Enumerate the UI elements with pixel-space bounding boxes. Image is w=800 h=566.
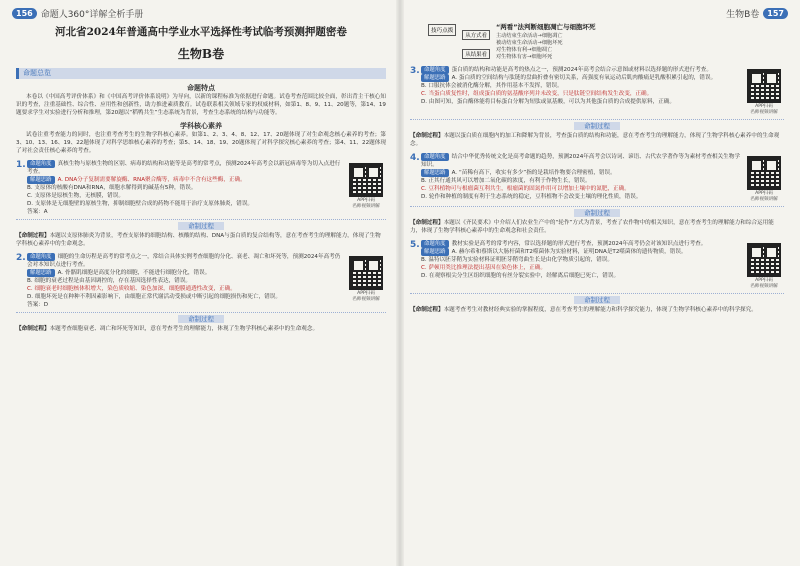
left-page-number: 156 [12,8,37,19]
angle-tag: 命题角度 [421,240,449,248]
process-note: 【命制过程】本题以支原体肺炎为背景，考查支原体的细胞结构、核酸的结构、DNA与蛋白质的复合结构等，意在考查考生的理解能力，体现了生物学科核心素养中的生命观念。 [16,233,381,247]
ability-paragraph: 试卷注重考查能力的同时，也注重考查考生的生物学科核心素养。如第1、2、3、4、8、12、17、20题体现了对生命观念核心素养的考查；第3、10、13、16、19、22题体现了对科学思维核心素养的考查；第5、14、18、19、20题体现了对科学探究核心素养的考查；第4、11、22题体现了对社会责任核心素养的考查。 [16,132,386,154]
question-stem: 命题角度 结合中华优秀传统文化是高考命题的趋势，预测2024年高考会以诗词、谚语、古代农学著作等为素材考查相关生物学知识。 [421,154,740,168]
question-number: 2. [16,253,26,263]
qr-code-icon [349,163,383,197]
option-d: D. 在观察根尖分生区组织细胞的有丝分裂实验中，经解离后细胞已死亡，错误。 [421,273,620,279]
option-b: B. 细胞的衰老过程是由基因调控的，存在基因选择性表达，错误。 [27,278,192,284]
qr-code[interactable]: APP扫码 名师视频讲解 [744,153,784,203]
option-d: D. 支原体是无细胞壁的原核生物，抑制细胞壁合成的药物不能用于治疗支原体肺炎，错误。 [27,201,254,207]
angle-tag: 命题角度 [421,66,449,74]
qr-code-icon [747,156,781,190]
option-b: B. 口服抗体会被消化酶分解，其作用基本不发挥，错误。 [421,83,563,89]
process-note: 【命制过程】本题考查考生对教材经典实验的掌握程度，意在考查考生的理解能力和科学探究能力，体现了生物学科核心素养中的科学探究。 [410,307,757,313]
angle-tag: 命题角度 [27,253,55,261]
diagram-line: 对生物体有利→细胞凋亡 [495,47,553,53]
question-3 [410,66,784,116]
option-a: A. 骨骼肌细胞是高度分化的细胞，不能进行细胞分化，错误。 [57,270,211,276]
right-running-head [726,6,792,20]
option-c: C. 支原体是原核生物，无核膜，错误。 [27,193,124,199]
answer-label: 答案：A [27,209,48,215]
process-note: 【命制过程】本题以蛋白质在细胞内的加工和降解为背景，考查蛋白质的结构和功能，意在考查考生的理解能力，体现了生物学科核心素养中的生命观念。 [410,133,780,147]
tip-label: 技巧点拨 [428,24,456,36]
option-b: B. 正其行通其风可以增加二氧化碳的浓度，有利于作物生长，错误。 [421,178,591,184]
diagram-line: 被动结束生命活动→细胞坏死 [495,40,563,46]
answer-label: 答案：D [27,302,49,308]
option-b: B. 支原体的核酸有DNA和RNA，细胞水解得到的碱基有5种，错误。 [27,185,197,191]
option-d: D. 轮作和种植的制度有利于生态系统的稳定，豆科植物不会改变土壤的理化性质，错误。 [421,194,642,200]
process-bar: 命制过程 [410,293,784,304]
analysis-tag: 解题思路 [421,248,449,256]
exam-title: 河北省2024年普通高中学业水平选择性考试临考预测押题密卷 [55,26,347,38]
analysis-tag: 解题思路 [421,74,449,82]
option-c: C. 细胞衰老时细胞核体积增大，染色质收缩、染色加深，细胞膜通透性改变，正确。 [27,286,236,292]
process-bar: 命制过程 [410,119,784,130]
option-a: A. DNA分子复制需要解旋酶、RNA聚合酶等，病毒中不含有这些酶，正确。 [57,177,246,183]
diagram-line: 对生物体有害→细胞坏死 [495,54,553,60]
question-2 [16,253,386,309]
diagram-title: “两看”法判断细胞凋亡与细胞坏死 [495,23,596,31]
book-gutter [396,0,404,566]
analysis-tag: 解题思路 [27,269,55,277]
tip-diagram [428,22,784,61]
features-heading: 命题特点 [187,84,215,92]
qr-code[interactable]: APP扫码 名师视频讲解 [744,66,784,116]
question-number: 3. [410,66,420,76]
question-1 [16,160,386,216]
option-a: A. “苗稀有高下，收实有多少”指的是栽培作物要合理密植，错误。 [451,170,616,176]
qr-code-icon [747,69,781,103]
option-a: A. 蛋白质的空间结构与肽链的盘曲折叠有密切关系，高强度有氧运动后肌肉酸痛是乳酸积累引起的，错误。 [451,75,717,81]
diagram-line: 主动结束生命活动→细胞凋亡 [495,33,563,39]
option-d: D. 细胞坏死是在种种不利因素影响下，由细胞正常代谢活动受损或中断引起的细胞损伤和死亡，错误。 [27,294,281,300]
process-note: 【命制过程】本题以《齐民要术》中介绍人们农业生产中的“轮作”方式为背景，考查了农作物中的相关知识，意在考查考生的理解能力和综合运用能力，体现了生物学科核心素养中的生命观念和社会责任。 [410,220,774,234]
process-bar: 命制过程 [410,206,784,217]
option-c: C. 萨顿用类比推理法提出基因在染色体上，正确。 [421,265,546,271]
qr-code[interactable]: APP扫码 名师视频讲解 [346,253,386,309]
left-running-head [8,6,143,20]
option-c: C. 当蛋白质复性时，组成蛋白质的氨基酸序列并未改变，只是肽链空间结构发生改变，正确。 [421,91,653,97]
qr-code-icon [349,256,383,290]
question-4 [410,153,784,203]
process-bar: 命制过程 [16,312,386,323]
option-a: A. 赫尔希和蔡斯以大肠杆菌和T2噬菌体为实验材料，证明DNA是T2噬菌体的遗传物质，错误。 [451,249,687,255]
features-paragraph: 本卷以《中国高考评价体系》和《中国高考评价体系说明》为导向，以新的课程标准为依据进行命题。试卷考查范围比较全面，彰出背主干核心知识的考查，注重基础性、综合性、应用性和创新性，助力推进素质教育。试卷联系相关领域专家的权威材料，如第1、8、9、11、20题等，第14、19题要求学生对实验进行分析和推理，第20题以“稻鸭共生”生态系统为背景，考查生态系统的结构与功能等。 [16,94,386,116]
process-note: 【命制过程】本题考查细胞衰老、凋亡和坏死等知识，意在考查考生的理解能力，体现了生物学科核心素养中的生命观念。 [16,326,319,332]
right-page [400,0,800,566]
qr-code[interactable]: APP扫码 名师视频讲解 [744,240,784,290]
option-c: C. 豆科植物可与根瘤菌互利共生，根瘤菌的固氮作用可以增加土壤中的氮肥，正确。 [421,186,630,192]
analysis-tag: 解题思路 [421,169,449,177]
question-number: 5. [410,240,420,250]
question-5 [410,240,784,290]
right-header-text: 生物B卷 [726,9,760,20]
analysis-tag: 解题思路 [27,176,55,184]
left-header-text: 命题人360°详解全析手册 [40,9,144,20]
exam-subject: 生物B卷 [177,47,225,61]
section-label: 命题总览 [16,68,386,79]
ability-heading: 学科核心素养 [180,122,222,130]
right-page-number: 157 [763,8,788,19]
question-number: 4. [410,153,420,163]
question-stem: 命题角度 真核生物与原核生物的区别、病毒的结构和功能等是高考的常考点，预测2024年高考会以新冠病毒等为切入点进行考查。 [27,161,341,175]
angle-tag: 命题角度 [421,153,449,161]
question-number: 1. [16,160,26,170]
option-b: B. 温特以胚芽鞘为实验材料证明胚芽鞘弯曲生长是由化学物质引起的，错误。 [421,257,613,263]
question-stem: 命题角度 蛋白质的结构和功能是高考的热点之一，预测2024年高考会结合示意图或材料以选择题的形式进行考查。 [421,66,740,74]
qr-code-icon [747,243,781,277]
diagram-box-result: 从结果看 [462,49,490,59]
angle-tag: 命题角度 [27,160,55,168]
question-stem: 命题角度 细胞的生命历程是高考的常考点之一，常结合具体实例考查细胞的分化、衰老、凋亡和坏死等，预测2024年高考仍会对本知识点进行考查。 [27,254,341,268]
diagram-box-method: 从方式看 [462,30,490,40]
option-d: D. 由图可知，蛋白酶体能将目标蛋白分解为短肽或氨基酸，可以为其他蛋白质的合成提供原料，正确。 [421,99,675,105]
question-stem: 命题角度 教材实验是高考的常考内容，常以选择题的形式进行考查，预测2024年高考仍会对该知识点进行考查。 [421,240,740,248]
process-bar: 命制过程 [16,219,386,230]
qr-code[interactable]: APP扫码 名师视频讲解 [346,160,386,216]
